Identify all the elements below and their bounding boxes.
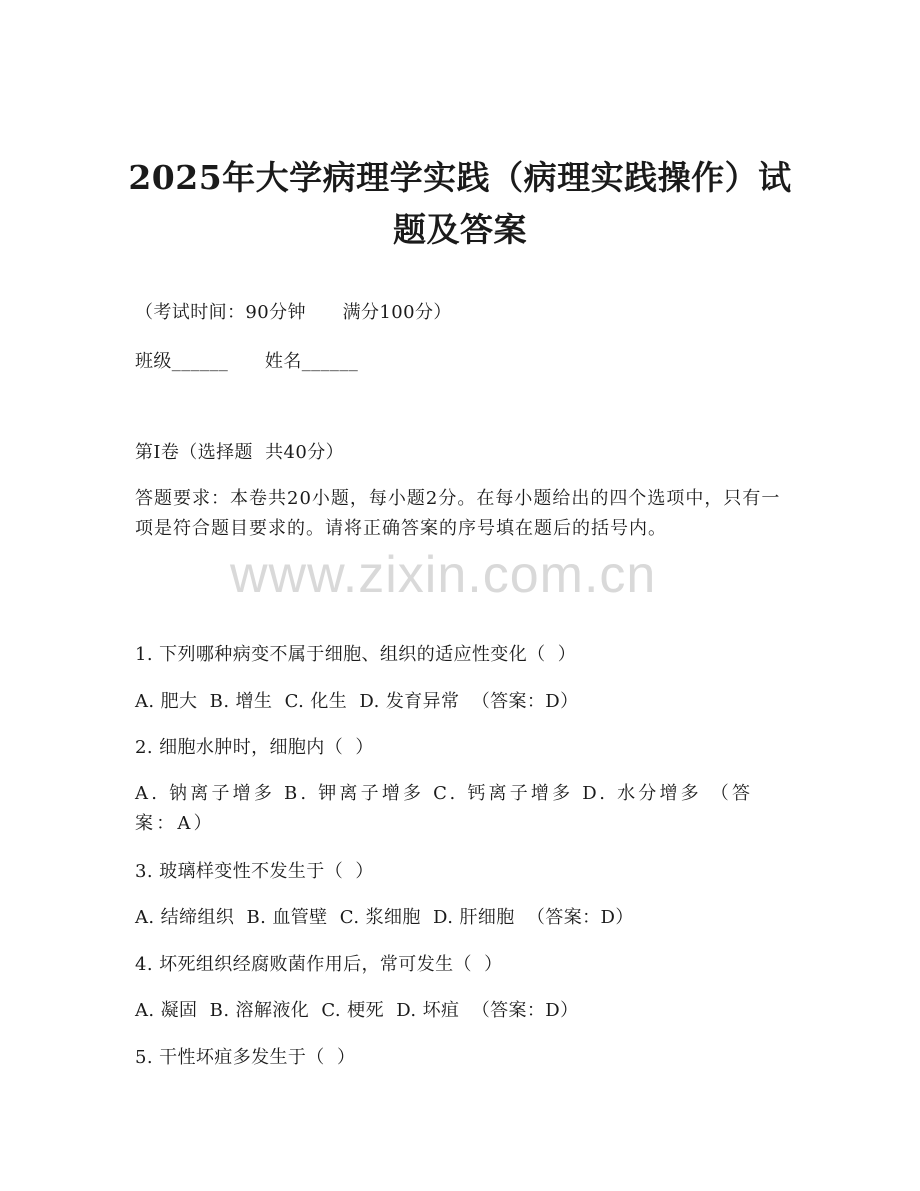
title-line-1: 2025年大学病理学实践（病理实践操作）试: [128, 158, 792, 197]
question-2-stem: 2. 细胞水肿时，细胞内（ ）: [135, 737, 374, 758]
document-title: [110, 152, 810, 256]
class-name-fields: 班级______ 姓名______: [135, 351, 359, 372]
question-2-options: A. 钠离子增多 B. 钾离子增多 C. 钙离子增多 D. 水分增多 （答案：A）: [135, 783, 754, 834]
exam-info: （考试时间：90分钟 满分100分）: [135, 302, 452, 323]
title-line-2: 题及答案: [393, 210, 527, 249]
watermark: www.zixin.com.cn: [230, 546, 657, 604]
instructions: 答题要求：本卷共20小题，每小题2分。在每小题给出的四个选项中，只有一项是符合题目要求的。请将正确答案的序号填在题后的括号内。: [135, 488, 781, 539]
question-3-stem: 3. 玻璃样变性不发生于（ ）: [135, 861, 374, 882]
question-4-stem: 4. 坏死组织经腐败菌作用后，常可发生（ ）: [135, 954, 503, 975]
question-5-stem: 5. 干性坏疽多发生于（ ）: [135, 1047, 356, 1068]
question-3-options: A. 结缔组织 B. 血管壁 C. 浆细胞 D. 肝细胞 （答案：D）: [135, 907, 634, 928]
section-heading: 第I卷（选择题 共40分）: [135, 442, 345, 463]
question-4-options: A. 凝固 B. 溶解液化 C. 梗死 D. 坏疽 （答案：D）: [135, 1000, 579, 1021]
question-1-stem: 1. 下列哪种病变不属于细胞、组织的适应性变化（ ）: [135, 644, 577, 665]
question-1-options: A. 肥大 B. 增生 C. 化生 D. 发育异常 （答案：D）: [135, 691, 579, 712]
